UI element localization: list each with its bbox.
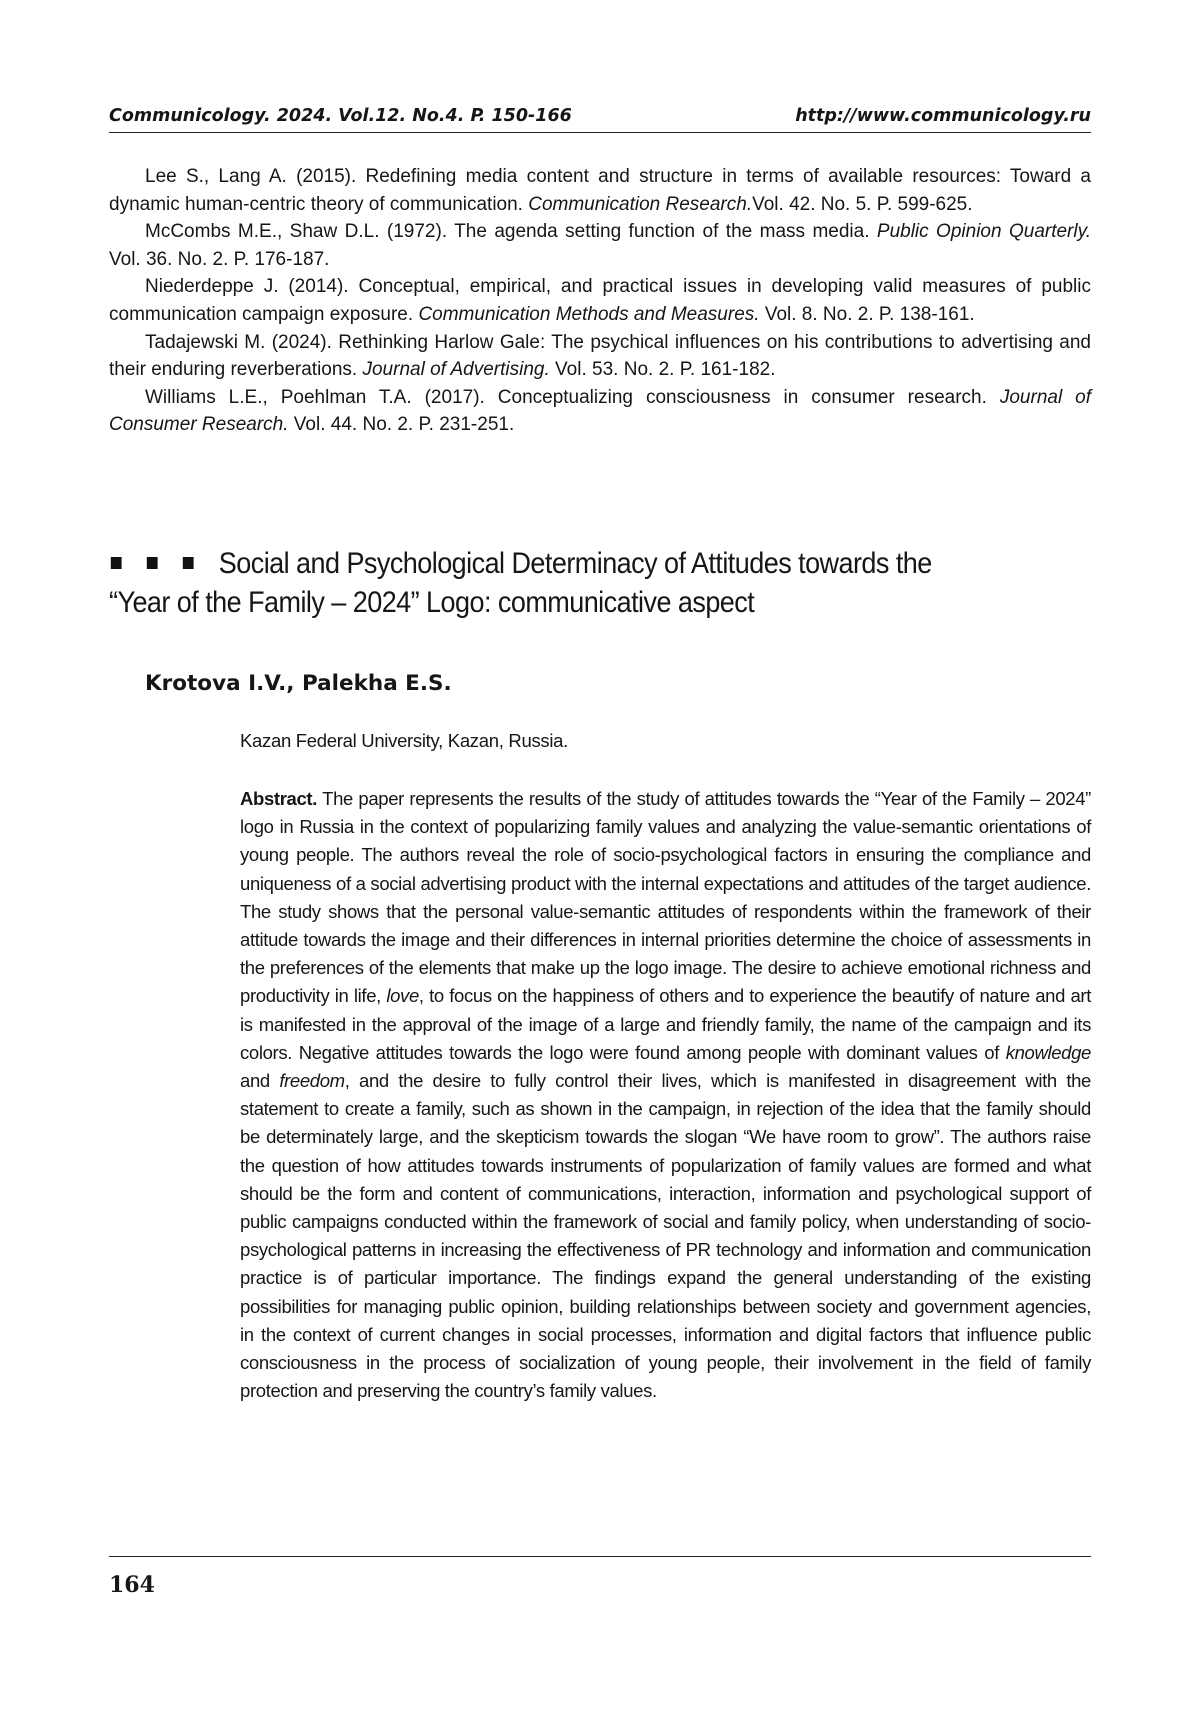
reference-item: Williams L.E., Poehlman T.A. (2017). Conceptualizing consciousness in consumer research. Journal of Consumer Research. Vol. 44. No. 2. P. 231-251. bbox=[109, 386, 1091, 436]
journal-url: http://www.communicology.ru bbox=[795, 106, 1091, 126]
footer-divider bbox=[109, 1556, 1091, 1557]
author-affiliation: Kazan Federal University, Kazan, Russia. bbox=[240, 730, 569, 751]
reference-item: Lee S., Lang A. (2015). Redefining media content and structure in terms of available resources: Toward a dynamic human-centric theory of communication. Communication Research.Vol. 42. No. 5. P. 599-625. bbox=[109, 166, 1091, 215]
journal-citation: Communicology. 2024. Vol.12. No.4. P. 150-166 bbox=[109, 106, 572, 126]
abstract: Abstract. The paper represents the results of the study of attitudes towards the “Year of the Family – 2024” logo in Russia in the context of popularizing family values and analyzing the value-semantic orientations of young people. The authors reveal the role of socio-psychological factors in ensuring the compliance and uniqueness of a social advertising product with the internal expectations and attitudes of the target audience. The study shows that the personal value-semantic attitudes of respondents within the framework of their attitude towards the image and their differences in internal priorities determine the choice of assessments in the preferences of the elements that make up the logo image. The desire to achieve emotional richness and productivity in life, love, to focus on the happiness of others and to experience the beautify of nature and art is manifested in the approval of the image of a large and friendly family, the name of the campaign and its colors. Negative attitudes towards the logo were found among people with dominant values of knowledge and freedom, and the desire to fully control their lives, which is manifested in disagreement with the statement to create a family, such as shown in the campaign, in rejection of the idea that the family should be determinately large, and the skepticism towards the slogan “We have room to grow”. The authors raise the question of how attitudes towards instruments of popularization of family values are formed and what should be the form and content of communications, interaction, information and psychological support of public campaigns conducted within the framework of social and family policy, when understanding of socio-psychological patterns in increasing the effectiveness of PR technology and information and communication practice is of particular importance. The findings expand the general understanding of the existing possibilities for managing public opinion, building relationships between society and government agencies, in the context of current changes in social processes, information and digital factors that influence public consciousness in the process of socialization of young people, their involvement in the field of family protection and preserving the country’s family values. bbox=[240, 788, 1091, 1402]
reference-item: Niederdeppe J. (2014). Conceptual, empirical, and practical issues in developing valid measures of public communication campaign exposure. Communication Methods and Measures. Vol. 8. No. 2. P. 138-161. bbox=[109, 276, 1091, 325]
author-names: Krotova I.V., Palekha E.S. bbox=[145, 671, 452, 696]
bullet-square-icon bbox=[111, 557, 122, 569]
reference-list bbox=[109, 163, 1091, 439]
abstract-label: Abstract. bbox=[240, 788, 318, 809]
bullet-square-icon bbox=[183, 557, 194, 569]
running-header bbox=[109, 106, 1091, 133]
reference-item: McCombs M.E., Shaw D.L. (1972). The agenda setting function of the mass media. Public Opinion Quarterly. Vol. 36. No. 2. P. 176-187. bbox=[109, 221, 1091, 270]
reference-item: Tadajewski M. (2024). Rethinking Harlow Gale: The psychical influences on his contributions to advertising and their enduring reverberations. Journal of Advertising. Vol. 53. No. 2. P. 161-182. bbox=[109, 331, 1091, 381]
article-title bbox=[109, 544, 973, 622]
article-title-text: Social and Psychological Determinacy of Attitudes towards the “Year of the Family – 2024” Logo: communicative aspect bbox=[109, 547, 932, 619]
bullet-square-icon bbox=[147, 557, 158, 569]
page-number: 164 bbox=[109, 1572, 155, 1598]
